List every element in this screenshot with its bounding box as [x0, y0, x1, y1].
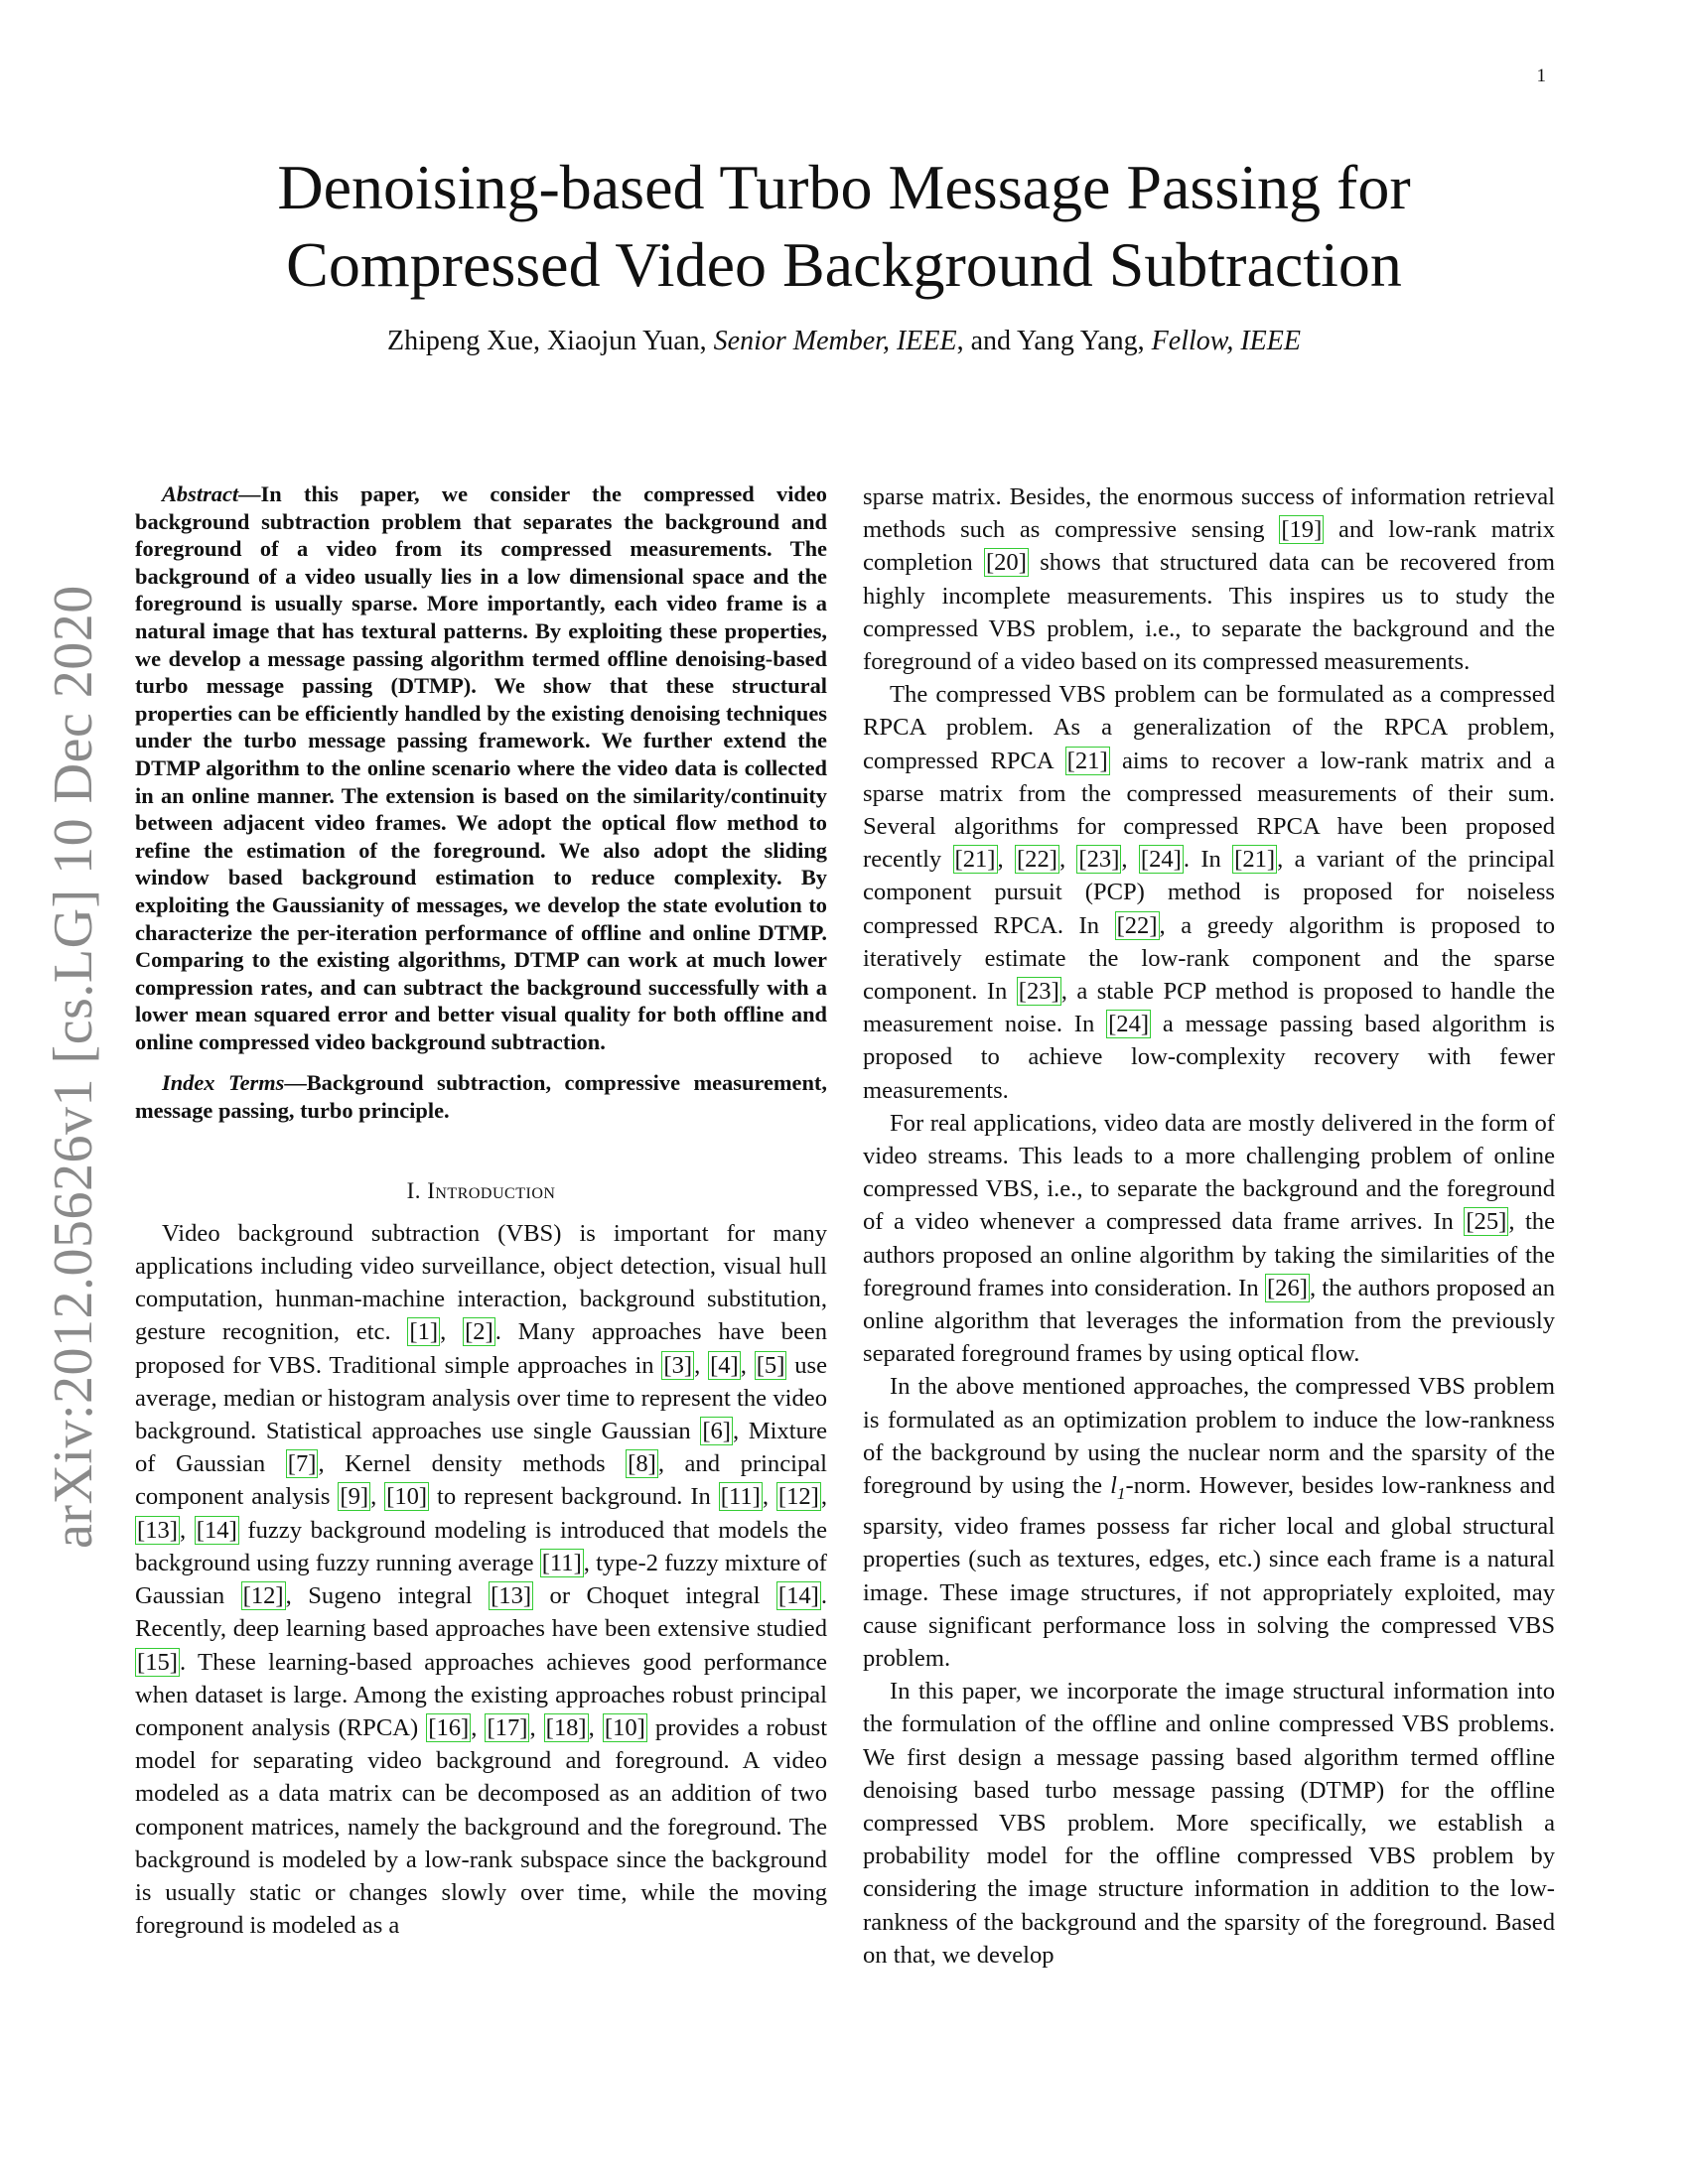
- citation-link[interactable]: [18]: [545, 1713, 587, 1741]
- author-names-1: Zhipeng Xue, Xiaojun Yuan,: [387, 326, 714, 356]
- citation-link[interactable]: [12]: [777, 1483, 819, 1511]
- section-heading: I. Introduction: [406, 1177, 556, 1203]
- paper-title: [0, 149, 1688, 304]
- index-terms-text: —Background subtraction, compressive measurement, message passing, turbo principle.: [135, 1070, 827, 1124]
- citation-link[interactable]: [25]: [1466, 1208, 1507, 1236]
- citation-link[interactable]: [20]: [985, 549, 1027, 577]
- right-column: [863, 480, 1555, 1972]
- citation-link[interactable]: [13]: [491, 1582, 532, 1610]
- citation-link[interactable]: [11]: [541, 1549, 582, 1576]
- citation-link[interactable]: [2]: [465, 1318, 493, 1346]
- math-l1: $l_1$: [1110, 1472, 1126, 1503]
- index-terms-label: Index Terms: [162, 1070, 285, 1096]
- authors: [0, 326, 1688, 357]
- paragraph-intro-5: In this paper, we incorporate the image structural information into the formulation of the offline and online compressed VBS problems. We first design a message passing based algorithm termed offline denoising based turbo message passing (DTMP) for the offline compressed VBS problem. More specifically, we establish a probability model for the offline compressed VBS problem by considering the image structure information in addition to the low-rankness of the background and the sparsity of the foreground. Based on that, we develop: [863, 1678, 1555, 1969]
- citation-link[interactable]: [16]: [428, 1713, 470, 1741]
- title-block: [0, 149, 1688, 357]
- citation-link[interactable]: [9]: [340, 1483, 369, 1511]
- citation-link[interactable]: [15]: [137, 1648, 178, 1676]
- author-role-2: Fellow, IEEE: [1151, 326, 1301, 356]
- citation-link[interactable]: [12]: [242, 1582, 284, 1610]
- citation-link[interactable]: [8]: [628, 1450, 656, 1478]
- citation-link[interactable]: [24]: [1140, 846, 1182, 874]
- citation-link[interactable]: [14]: [777, 1582, 819, 1610]
- author-role-1: Senior Member, IEEE: [713, 326, 957, 356]
- citation-link[interactable]: [7]: [287, 1450, 317, 1478]
- citation-link[interactable]: [21]: [1066, 747, 1108, 774]
- citation-link[interactable]: [11]: [720, 1483, 761, 1511]
- citation-link[interactable]: [10]: [604, 1713, 645, 1741]
- paragraph-intro-4: In the above mentioned approaches, the compressed VBS problem is formulated as an optimization problem to induce the low-rankness of the background by using the nuclear norm and the sparsity of the foreground by using the $l_1$-norm. However, besides low-rankness and sparsity, video frames possess far richer local and global structural properties (such as textures, edges, etc.) since each frame is a natural image. These image structures, if not appropriately exploited, may cause significant performance loss in solving the compressed VBS problem.: [863, 1373, 1555, 1673]
- title-line-2: Compressed Video Background Subtraction: [286, 229, 1402, 300]
- citation-link[interactable]: [21]: [1234, 846, 1276, 874]
- paragraph-intro-3: For real applications, video data are mostly delivered in the form of video streams. This leads to a more challenging problem of online compressed VBS, i.e., to separate the background and the foreground of a video whenever a compressed data frame arrives. In [25], the authors proposed an online algorithm by taking the similarities of the foreground frames into consideration. In [26], the authors proposed an online algorithm that leverages the information from the previously separated foreground frames by using optical flow.: [863, 1109, 1556, 1368]
- citation-link[interactable]: [22]: [1016, 846, 1057, 874]
- citation-link[interactable]: [26]: [1266, 1274, 1308, 1301]
- citation-link[interactable]: [17]: [487, 1713, 528, 1741]
- citation-link[interactable]: [19]: [1281, 516, 1323, 544]
- author-names-2: , and Yang Yang,: [956, 326, 1152, 356]
- citation-link[interactable]: [14]: [196, 1516, 237, 1544]
- page-number: 1: [1536, 66, 1546, 86]
- citation-link[interactable]: [24]: [1108, 1011, 1150, 1038]
- citation-link[interactable]: [1]: [409, 1318, 439, 1346]
- citation-link[interactable]: [13]: [137, 1516, 178, 1544]
- citation-link[interactable]: [3]: [663, 1351, 693, 1379]
- citation-link[interactable]: [23]: [1078, 846, 1120, 874]
- abstract-label: Abstract: [162, 481, 239, 506]
- abstract-text: —In this paper, we consider the compressed video background subtraction problem that separates the background and foreground of a video from its compressed measurements. The background of a video usually lies in a low dimensional space and the foreground is usually sparse. More importantly, each video frame is a natural image that has textural patterns. By exploiting these properties, we develop a message passing algorithm termed offline denoising-based turbo message passing (DTMP). We show that these structural properties can be efficiently handled by the existing denoising techniques under the turbo message passing framework. We further extend the DTMP algorithm to the online scenario where the video data is collected in an online manner. The extension is based on the similarity/continuity between adjacent video frames. We adopt the optical flow method to refine the estimation of the foreground. We also adopt the sliding window based background estimation to reduce complexity. By exploiting the Gaussianity of messages, we develop the state evolution to characterize the per-iteration performance of offline and online DTMP. Comparing to the existing algorithms, DTMP can work at much lower compression rates, and can subtract the background successfully with a lower mean squared error and better visual quality for both offline and online compressed video background subtraction.: [135, 481, 827, 1054]
- citation-link[interactable]: [22]: [1116, 911, 1158, 939]
- index-terms: [135, 1069, 827, 1124]
- citation-link[interactable]: [10]: [386, 1483, 428, 1511]
- paragraph-intro-1: Video background subtraction (VBS) is important for many applications including video surveillance, object detection, visual hull computation, hunman-machine interaction, background substitution, gesture recognition, etc. [1], [2]. Many approaches have been proposed for VBS. Traditional simple approaches in [3], [4], [5] use average, median or histogram analysis over time to represent the video background. Statistical approaches use single Gaussian [6], Mixture of Gaussian [7], Kernel density methods [8], and principal component analysis [9], [10] to represent background. In [11], [12], [13], [14] fuzzy background modeling is introduced that models the background using fuzzy running average [11], type-2 fuzzy mixture of Gaussian [12], Sugeno integral [13] or Choquet integral [14]. Recently, deep learning based approaches have been extensive studied [15]. These learning-based approaches achieves good performance when dataset is large. Among the existing approaches robust principal component analysis (RPCA) [16], [17], [18], [10] provides a robust model for separating video background and foreground. A video modeled as a data matrix can be decomposed as an addition of two component matrices, namely the background and the foreground. The background is modeled by a low-rank subspace since the background is usually static or changes slowly over time, while the moving foreground is modeled as a: [135, 1219, 828, 1940]
- paragraph-intro-2: The compressed VBS problem can be formulated as a compressed RPCA problem. As a generalization of the RPCA problem, compressed RPCA [21] aims to recover a low-rank matrix and a sparse matrix from the compressed measurements of their sum. Several algorithms for compressed RPCA have been proposed recently [21], [22], [23], [24]. In [21], a variant of the principal component pursuit (PCP) method is proposed for noiseless compressed RPCA. In [22], a greedy algorithm is proposed to iteratively estimate the low-rank component and the sparse component. In [23], a stable PCP method is proposed to handle the measurement noise. In [24] a message passing based algorithm is proposed to achieve low-complexity recovery with fewer measurements.: [863, 681, 1556, 1104]
- left-column: [135, 480, 827, 1942]
- paragraph-intro-1-cont: sparse matrix. Besides, the enormous success of information retrieval methods such as compressive sensing [19] and low-rank matrix completion [20] shows that structured data can be recovered from highly incomplete measurements. This inspires us to study the compressed VBS problem, i.e., to separate the background and the foreground of a video based on its compressed measurements.: [863, 483, 1555, 676]
- citation-link[interactable]: [5]: [756, 1351, 785, 1379]
- citation-link[interactable]: [4]: [710, 1351, 739, 1379]
- abstract: [135, 480, 827, 1055]
- citation-link[interactable]: [21]: [954, 846, 996, 874]
- citation-link[interactable]: [23]: [1018, 978, 1059, 1006]
- title-line-1: Denoising-based Turbo Message Passing for: [277, 152, 1411, 222]
- arxiv-stamp: arXiv:2012.05626v1 [cs.LG] 10 Dec 2020: [43, 585, 104, 1549]
- citation-link[interactable]: [6]: [702, 1418, 731, 1445]
